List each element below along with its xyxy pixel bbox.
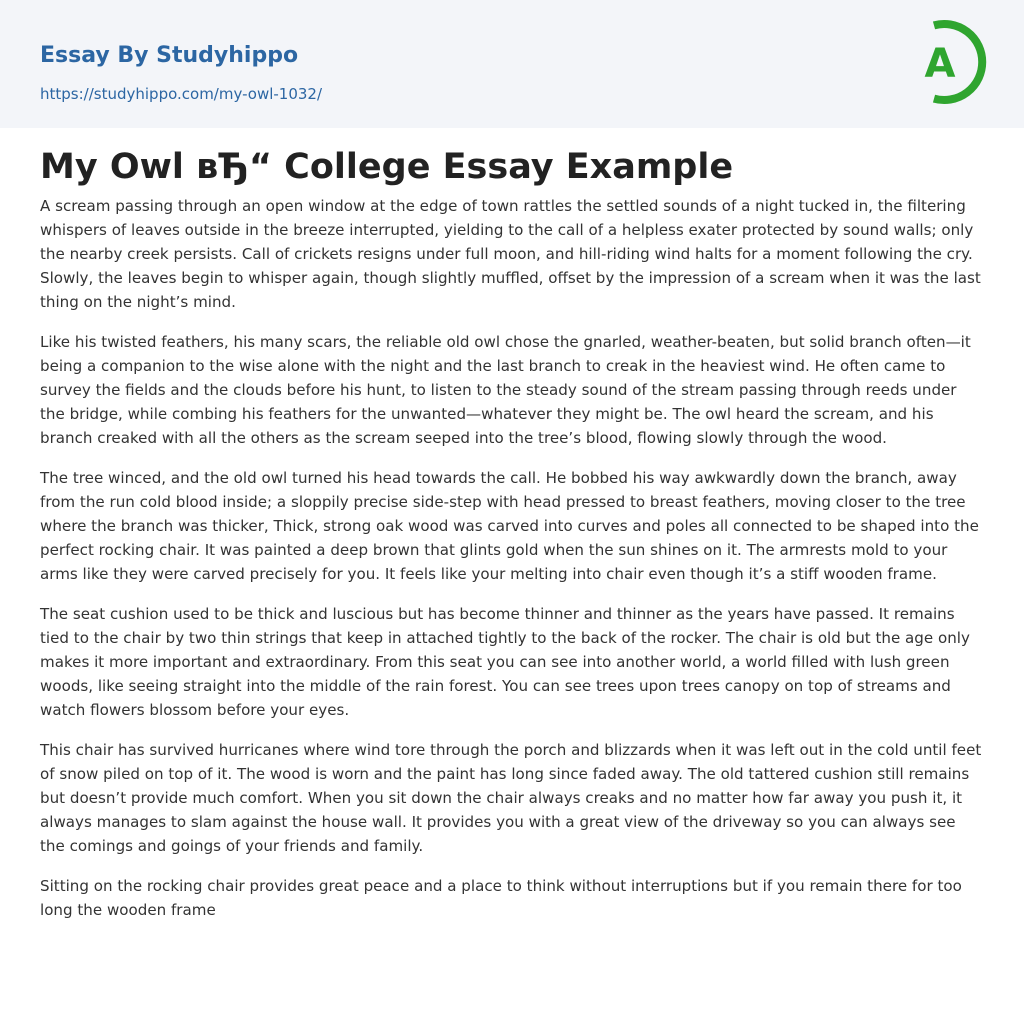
- essay-paragraph: The seat cushion used to be thick and luscious but has become thinner and thinner as the years have passed. It remains tied to the chair by two thin strings that keep in attached tightly to the back of the rocker. The chair is old but the age only makes it more important and extraordinary. From this seat you can see into another world, a world filled with lush green woods, like seeing straight into the middle of the rain forest. You can see trees upon trees canopy on top of streams and watch flowers blossom before your eyes.: [40, 605, 970, 719]
- source-url-link[interactable]: https://studyhippo.com/my-owl-1032/: [40, 85, 323, 103]
- brand-title: Essay By Studyhippo: [40, 43, 299, 68]
- site-header: [0, 0, 1024, 128]
- essay-title: My Owl вЂ“ College Essay Example: [40, 147, 734, 187]
- logo-letter: A: [924, 41, 956, 87]
- essay-paragraph: This chair has survived hurricanes where wind tore through the porch and blizzards when it was left out in the cold until feet of snow piled on top of it. The wood is worn and the paint has long since faded away. The old tattered cushion still remains but doesn’t provide much comfort. When you sit down the chair always creaks and no matter how far away you push it, it always manages to slam against the house wall. It provides you with a great view of the driveway so you can always see the comings and goings of your friends and family.: [40, 741, 982, 855]
- essay-paragraph: A scream passing through an open window at the edge of town rattles the settled sounds of a night tucked in, the filtering whispers of leaves outside in the breeze interrupted, yielding to the call of a helpless exater protected by sound walls; only the nearby creek persists. Call of crickets resigns under full moon, and hill-riding wind halts for a moment following the cry. Slowly, the leaves begin to whisper again, though slightly muffled, offset by the impression of a scream when it was the last thing on the night’s mind.: [40, 197, 981, 311]
- essay-paragraph: Like his twisted feathers, his many scars, the reliable old owl chose the gnarled, weather-beaten, but solid branch often—it being a companion to the wise alone with the night and the last branch to creak in the heaviest wind. He often came to survey the fields and the clouds before his hunt, to listen to the steady sound of the stream passing through reeds under the bridge, while combing his feathers for the unwanted—whatever they might be. The owl heard the scream, and his branch creaked with all the others as the scream seeped into the tree’s blood, flowing slowly through the wood.: [40, 333, 971, 447]
- essay-paragraph: Sitting on the rocking chair provides great peace and a place to think without interruptions but if you remain there for too long the wooden frame: [40, 877, 962, 919]
- studyhippo-logo[interactable]: [910, 18, 988, 106]
- logo-icon: [910, 18, 988, 106]
- essay-paragraph: The tree winced, and the old owl turned his head towards the call. He bobbed his way awkwardly down the branch, away from the run cold blood inside; a sloppily precise side-step with head pressed to breast feathers, moving closer to the tree where the branch was thicker, Thick, strong oak wood was carved into curves and poles all connected to be shaped into the perfect rocking chair. It was painted a deep brown that glints gold when the sun shines on it. The armrests mold to your arms like they were carved precisely for you. It feels like your melting into chair even though it’s a stiff wooden frame.: [40, 469, 979, 583]
- essay-body: [40, 194, 984, 938]
